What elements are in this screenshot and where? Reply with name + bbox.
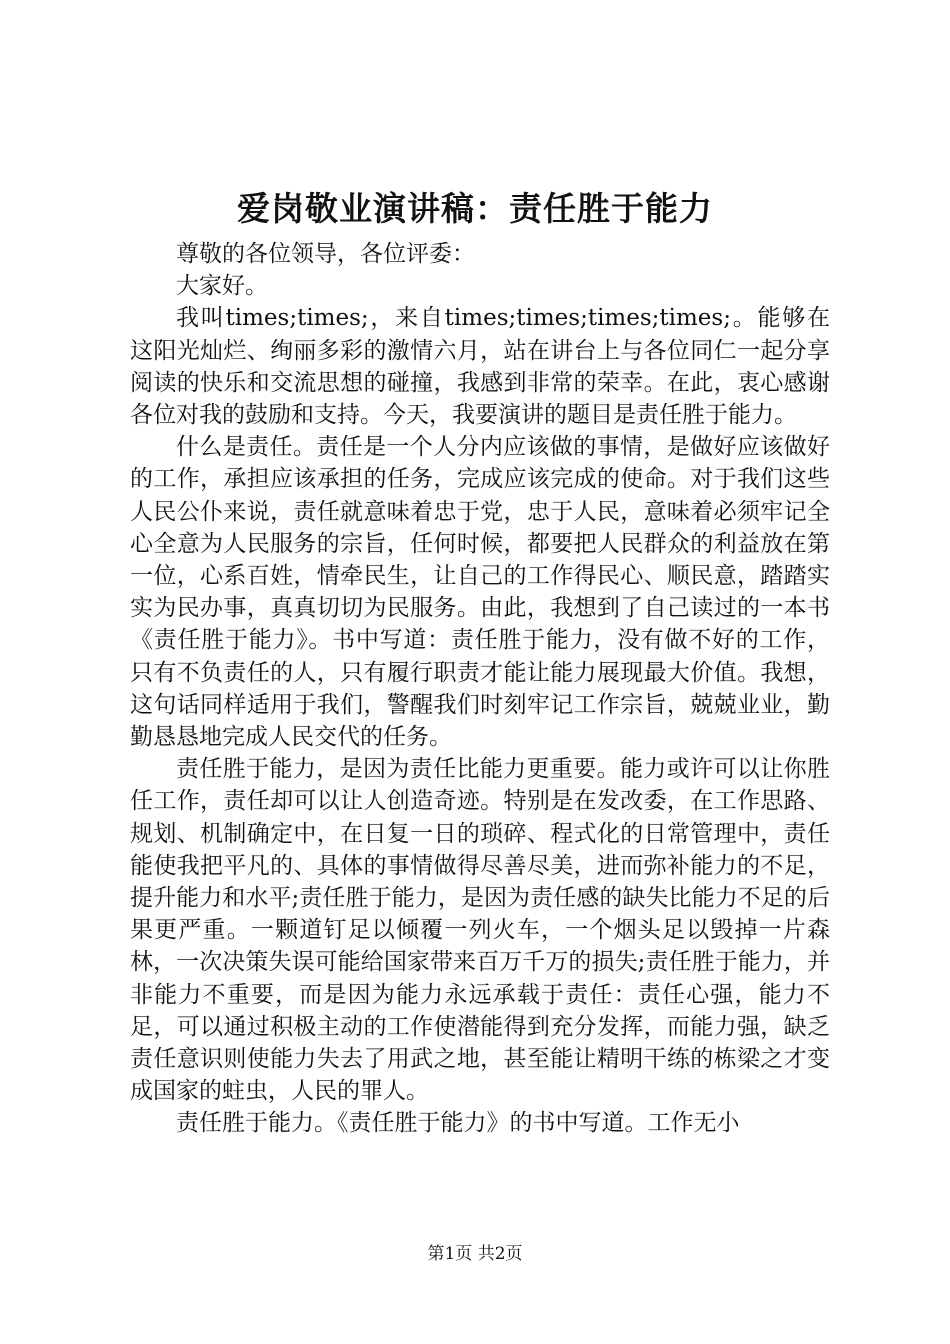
salutation-paragraph: 尊敬的各位领导，各位评委：: [176, 241, 475, 267]
document-body: [130, 238, 830, 1140]
introduction-paragraph: 我叫times;times;，来自times;times;times;times;。能够在这阳光灿烂、绚丽多彩的激情六月，站在讲台上与各位同仁一起分享阅读的快乐和交流思想的碰撞，我感到非常的荣幸。在此，衷心感谢各位对我的鼓励和支持。今天，我要演讲的题目是责任胜于能力。: [130, 305, 830, 429]
document-title: 爱岗敬业演讲稿：责任胜于能力: [237, 189, 713, 228]
body-paragraph: 责任胜于能力。《责任胜于能力》的书中写道。工作无小: [176, 1110, 740, 1137]
body-paragraph: 什么是责任。责任是一个人分内应该做的事情，是做好应该做好的工作，承担应该承担的任务，完成应该完成的使命。对于我们这些人民公仆来说，责任就意味着忠于党，忠于人民，意味着必须牢记全心全意为人民服务的宗旨，任何时候，都要把人民群众的利益放在第一位，心系百姓，情牵民生，让自己的工作得民心、顺民意，踏踏实实为民办事，真真切切为民服务。由此，我想到了自己读过的一本书《责任胜于能力》。书中写道：责任胜于能力，没有做不好的工作，只有不负责任的人，只有履行职责才能让能力展现最大价值。我想，这句话同样适用于我们，警醒我们时刻牢记工作宗旨，兢兢业业，勤勤恳恳地完成人民交代的任务。: [130, 434, 830, 751]
page-number-footer: 第1页 共2页: [427, 1244, 523, 1264]
body-paragraph: 责任胜于能力，是因为责任比能力更重要。能力或许可以让你胜任工作，责任却可以让人创造奇迹。特别是在发改委，在工作思路、规划、机制确定中，在日复一日的琐碎、程式化的日常管理中，责任能使我把平凡的、具体的事情做得尽善尽美，进而弥补能力的不足，提升能力和水平;责任胜于能力，是因为责任感的缺失比能力不足的后果更严重。一颗道钉足以倾覆一列火车，一个烟头足以毁掉一片森林，一次决策失误可能给国家带来百万千万的损失;责任胜于能力，并非能力不重要，而是因为能力永远承载于责任：责任心强，能力不足，可以通过积极主动的工作使潜能得到充分发挥，而能力强，缺乏责任意识则使能力失去了用武之地，甚至能让精明干练的栋梁之才变成国家的蛀虫，人民的罪人。: [130, 756, 830, 1105]
greeting-paragraph: 大家好。: [176, 273, 268, 300]
